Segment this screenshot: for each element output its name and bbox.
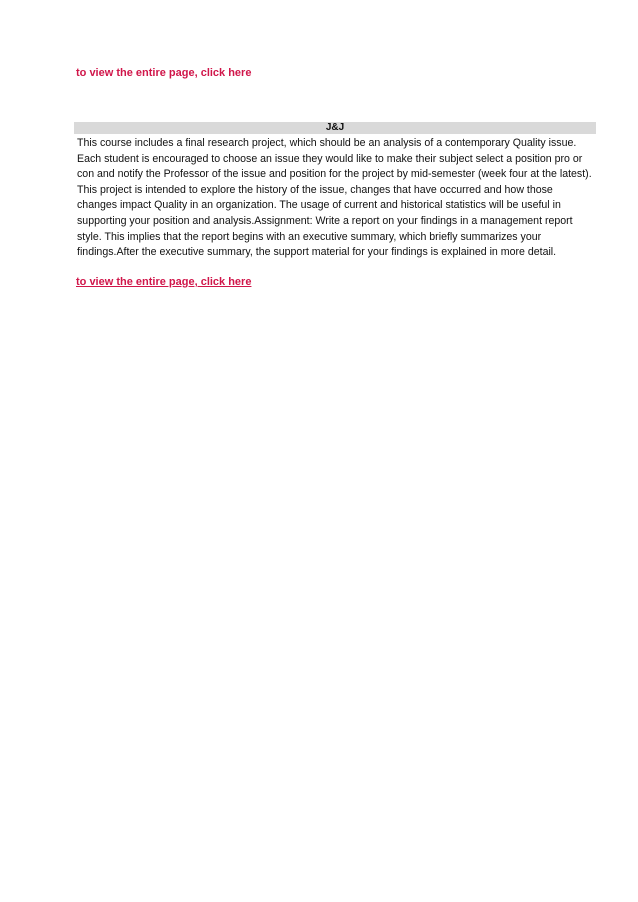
- document-section: [74, 122, 596, 261]
- view-entire-page-link-top[interactable]: to view the entire page, click here: [76, 67, 252, 79]
- document-body-text: This course includes a final research project, which should be an analysis of a contemporary Quality issue. Each student is encouraged to choose an issue they would like to make their subject select a position pro or con and notify the Professor of the issue and position for the project by mid-semester (week four at the latest). This project is intended to explore the history of the issue, changes that have occurred and how those changes impact Quality in an organization. The usage of current and historical statistics will be useful in supporting your position and analysis.Assignment: Write a report on your findings in a management report style. This implies that the report begins with an executive summary, which briefly summarizes your findings.After the executive summary, the support material for your findings is explained in more detail.: [77, 137, 592, 259]
- document-heading: J&J: [74, 122, 596, 134]
- view-entire-page-link-bottom[interactable]: to view the entire page, click here: [76, 276, 252, 288]
